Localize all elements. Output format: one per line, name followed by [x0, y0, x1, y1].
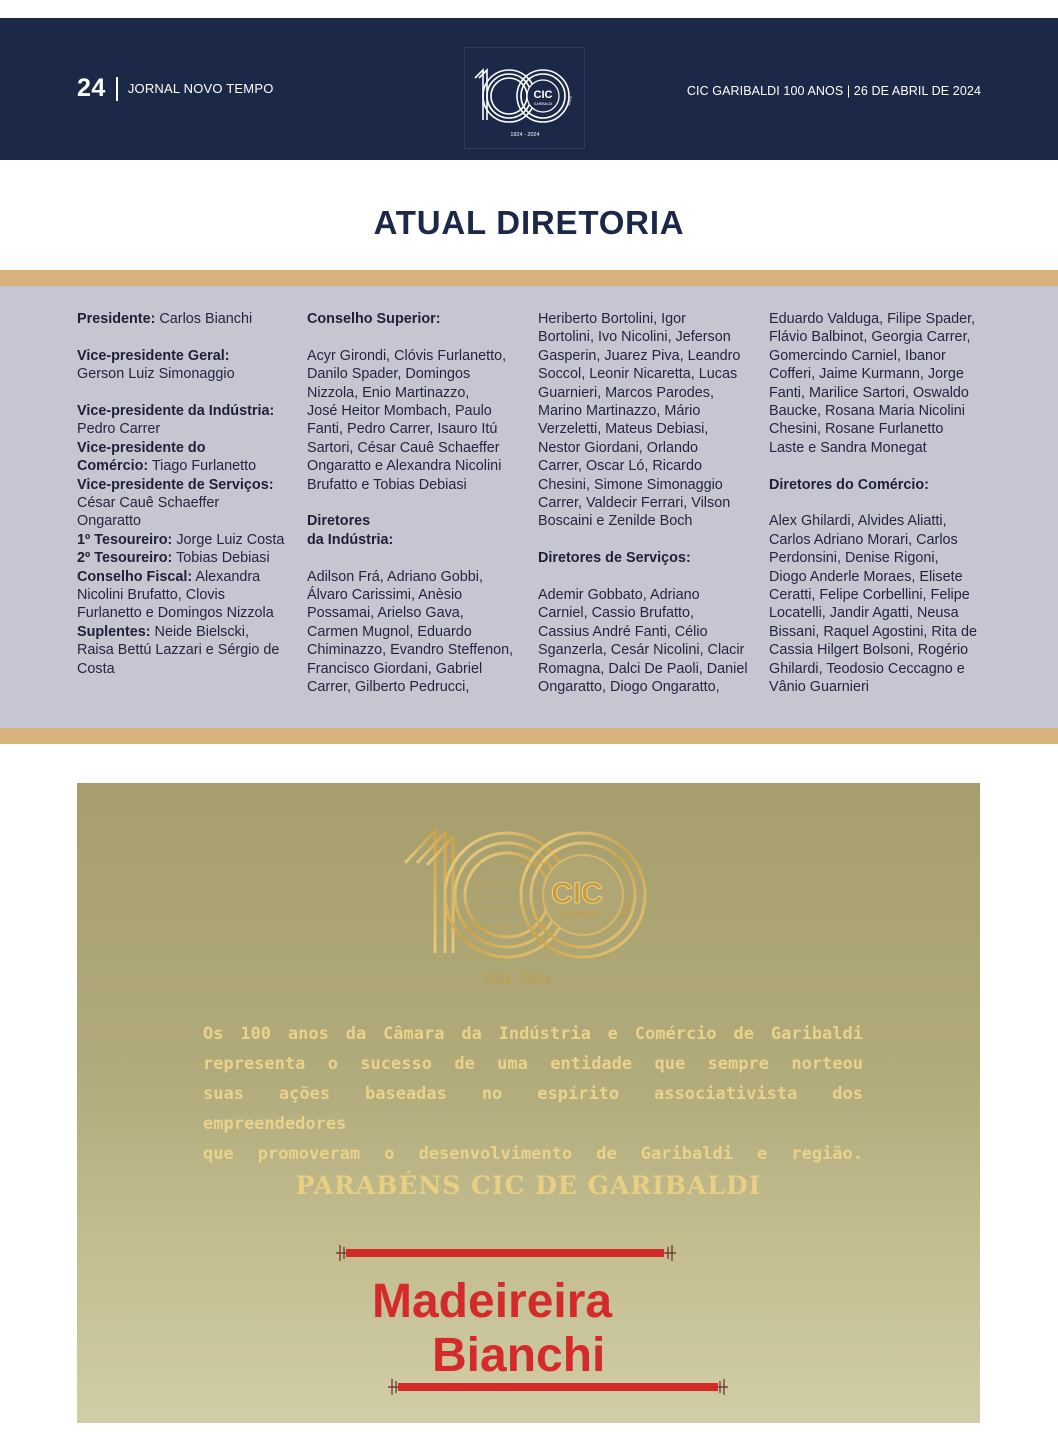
name-line: Sartori, César Cauê Schaeffer	[307, 439, 500, 456]
name-line: Possamai, Arielso Gava,	[307, 605, 464, 622]
name-line: Carrer, Oscar Ló, Ricardo	[538, 458, 702, 475]
name-line: Romagna, Dalci De Paoli, Daniel	[538, 660, 748, 677]
role-value: César Cauê Schaeffer	[77, 495, 220, 512]
role-value: Ongaratto	[77, 513, 141, 530]
name-line: Sganzerla, Cesár Nicolini, Clacir	[538, 642, 745, 659]
name-line: Fanti, Marilice Sartori, Oswaldo	[769, 384, 969, 401]
name-line: Boscaini e Zenilde Boch	[538, 513, 693, 530]
role-value: Costa	[77, 660, 115, 677]
ad-message-line: Os 100 anos da Câmara da Indústria e Comércio de Garibaldi	[203, 1024, 863, 1044]
name-line: Álvaro Carissimi, Anèsio	[307, 587, 463, 604]
header-divider	[116, 77, 118, 101]
name-line: Carmen Mugnol, Eduardo	[307, 623, 472, 640]
ad-message-line: representa o sucesso de uma entidade que sempre norteou	[203, 1054, 863, 1074]
directory-column-3	[538, 310, 752, 697]
name-line: Perdonsini, Denise Rigoni,	[769, 550, 939, 567]
name-line: José Heitor Mombach, Paulo	[307, 403, 492, 420]
name-line: Acyr Girondi, Clóvis Furlanetto,	[307, 347, 507, 364]
name-line: Carniel, Cassio Brufatto,	[538, 605, 694, 622]
role-label: Vice-presidente do	[77, 439, 206, 456]
ad-message-line: que promoveram o desenvolvimento de Garibaldi e região.	[203, 1144, 863, 1164]
role-label: Vice-presidente Geral:	[77, 347, 230, 364]
name-line: Carrer, Gilberto Pedrucci,	[307, 679, 470, 696]
role-value: Jorge Luiz Costa	[172, 531, 285, 548]
name-line: Gomercindo Carniel, Ibanor	[769, 347, 946, 364]
ad-message-line: suas ações baseadas no espírito associativista dos empreendedores	[203, 1084, 863, 1134]
name-line: Nizzola, Enio Martinazzo,	[307, 384, 470, 401]
role-value: Carlos Bianchi	[155, 311, 253, 327]
name-line: Fanti, Pedro Carrer, Isauro Itú	[307, 421, 498, 438]
group-heading: Diretores de Serviços:	[538, 550, 691, 567]
role-label: Suplentes:	[77, 623, 151, 640]
role-label: Presidente:	[77, 311, 156, 327]
name-line: Carlos Adriano Morari, Carlos	[769, 531, 958, 548]
role-value: Gerson Luiz Simonaggio	[77, 366, 235, 383]
name-line: Ademir Gobbato, Adriano	[538, 587, 700, 604]
name-line: Soccol, Leonir Nicaretta, Lucas	[538, 366, 738, 383]
name-line: Vânio Guarnieri	[769, 679, 869, 696]
ad-logo-city-text: GARIBALDI	[555, 910, 599, 919]
directory-column-4	[769, 310, 983, 697]
name-line: Brufatto e Tobias Debiasi	[307, 476, 467, 493]
name-line: Gasperin, Juarez Piva, Leandro	[538, 347, 741, 364]
cic-100-logo	[464, 47, 585, 149]
brand-line-1: Madeireira	[372, 1275, 613, 1328]
gold-divider-top	[0, 270, 1058, 286]
name-line: Bissani, Raquel Agostini, Rita de	[769, 623, 977, 640]
group-heading: Diretores do Comércio:	[769, 476, 929, 493]
logo-years-text: 1924 - 2024	[510, 132, 540, 138]
name-line: Locatelli, Jandir Agatti, Neusa	[769, 605, 959, 622]
name-line: Francisco Giordani, Gabriel	[307, 660, 483, 677]
name-line: Chiminazzo, Evandro Steffenon,	[307, 642, 514, 659]
journal-name: JORNAL NOVO TEMPO	[127, 81, 274, 96]
group-heading: da Indústria:	[307, 531, 394, 548]
role-value: Tiago Furlanetto	[148, 458, 257, 475]
group-heading: Diretores	[307, 513, 371, 530]
role-label: Conselho Fiscal:	[77, 568, 193, 585]
role-value: Furlanetto e Domingos Nizzola	[77, 605, 274, 622]
role-label: Vice-presidente da Indústria:	[77, 403, 275, 419]
directory-column-1	[77, 310, 291, 678]
ad-logo-side-text: ANOS	[618, 897, 633, 922]
name-line: Chesini, Rosane Furlanetto	[769, 421, 944, 438]
logo-side-text: ANOS	[567, 95, 573, 107]
name-line: Ongaratto, Diogo Ongaratto,	[538, 679, 720, 696]
ad-message	[203, 1019, 863, 1169]
logo-city-text: GARIBALDI	[533, 102, 553, 106]
role-label: 2º Tesoureiro:	[77, 550, 173, 567]
name-line: Eduardo Valduga, Filipe Spader,	[769, 311, 976, 327]
name-line: Alex Ghilardi, Alvides Aliatti,	[769, 513, 947, 530]
name-line: Adilson Frá, Adriano Gobbi,	[307, 568, 483, 585]
role-label: Comércio:	[77, 458, 149, 475]
name-line: Cassia Hilgert Bolsoni, Rogério	[769, 642, 969, 659]
name-line: Nestor Giordani, Orlando	[538, 439, 698, 456]
role-value: Raisa Bettú Lazzari e Sérgio de	[77, 642, 280, 659]
name-line: Cassius André Fanti, Célio	[538, 623, 708, 640]
ad-logo-cic-text: CIC	[551, 877, 603, 910]
name-line: Chesini, Simone Simonaggio	[538, 476, 723, 493]
role-value: Nicolini Brufatto, Clovis	[77, 587, 225, 604]
name-line: Flávio Balbinot, Georgia Carrer,	[769, 329, 971, 346]
edition-label: CIC GARIBALDI 100 ANOS | 26 DE ABRIL DE 2024	[686, 84, 981, 98]
name-line: Laste e Sandra Monegat	[769, 439, 927, 456]
section-title: ATUAL DIRETORIA	[373, 204, 685, 241]
page-header	[0, 18, 1058, 160]
name-line: Ghilardi, Teodosio Ceccagno e	[769, 660, 965, 677]
ad-congrats: PARABÉNS CIC DE GARIBALDI	[295, 1171, 762, 1200]
cic-100-gold-logo	[387, 803, 667, 993]
brand-line-2: Bianchi	[432, 1329, 606, 1382]
name-line: Verzeletti, Mateus Debiasi,	[538, 421, 709, 438]
header-left	[77, 74, 274, 103]
name-line: Baucke, Rosana Maria Nicolini	[769, 403, 965, 420]
logo-cic-text: CIC	[533, 89, 553, 101]
role-value: Neide Bielscki,	[150, 623, 249, 640]
role-label: Vice-presidente de Serviços:	[77, 476, 274, 493]
role-value: Alexandra	[192, 568, 261, 585]
name-line: Guarnieri, Marcos Parodes,	[538, 384, 714, 401]
role-label: 1º Tesoureiro:	[77, 531, 173, 548]
name-line: Danilo Spader, Domingos	[307, 366, 471, 383]
group-heading: Conselho Superior:	[307, 311, 441, 327]
madeireira-bianchi-logo	[332, 1235, 732, 1405]
name-line: Ceratti, Felipe Corbellini, Felipe	[769, 587, 970, 604]
advertisement	[77, 783, 980, 1423]
role-value: Tobias Debiasi	[172, 550, 270, 567]
role-value: Pedro Carrer	[77, 421, 161, 438]
name-line: Heriberto Bortolini, Igor	[538, 311, 686, 327]
name-line: Cofferi, Jaime Kurmann, Jorge	[769, 366, 964, 383]
name-line: Bortolini, Ivo Nicolini, Jeferson	[538, 329, 731, 346]
name-line: Marino Martinazzo, Mário	[538, 403, 701, 420]
directory-column-2	[307, 310, 521, 696]
name-line: Carrer, Valdecir Ferrari, Vilson	[538, 495, 731, 512]
page-number: 24	[77, 74, 106, 102]
gold-divider-bottom	[0, 728, 1058, 744]
name-line: Ongaratto e Alexandra Nicolini	[307, 458, 502, 475]
ad-logo-years-text: 1924 - 2024	[483, 972, 551, 987]
name-line: Diogo Anderle Moraes, Elisete	[769, 568, 963, 585]
